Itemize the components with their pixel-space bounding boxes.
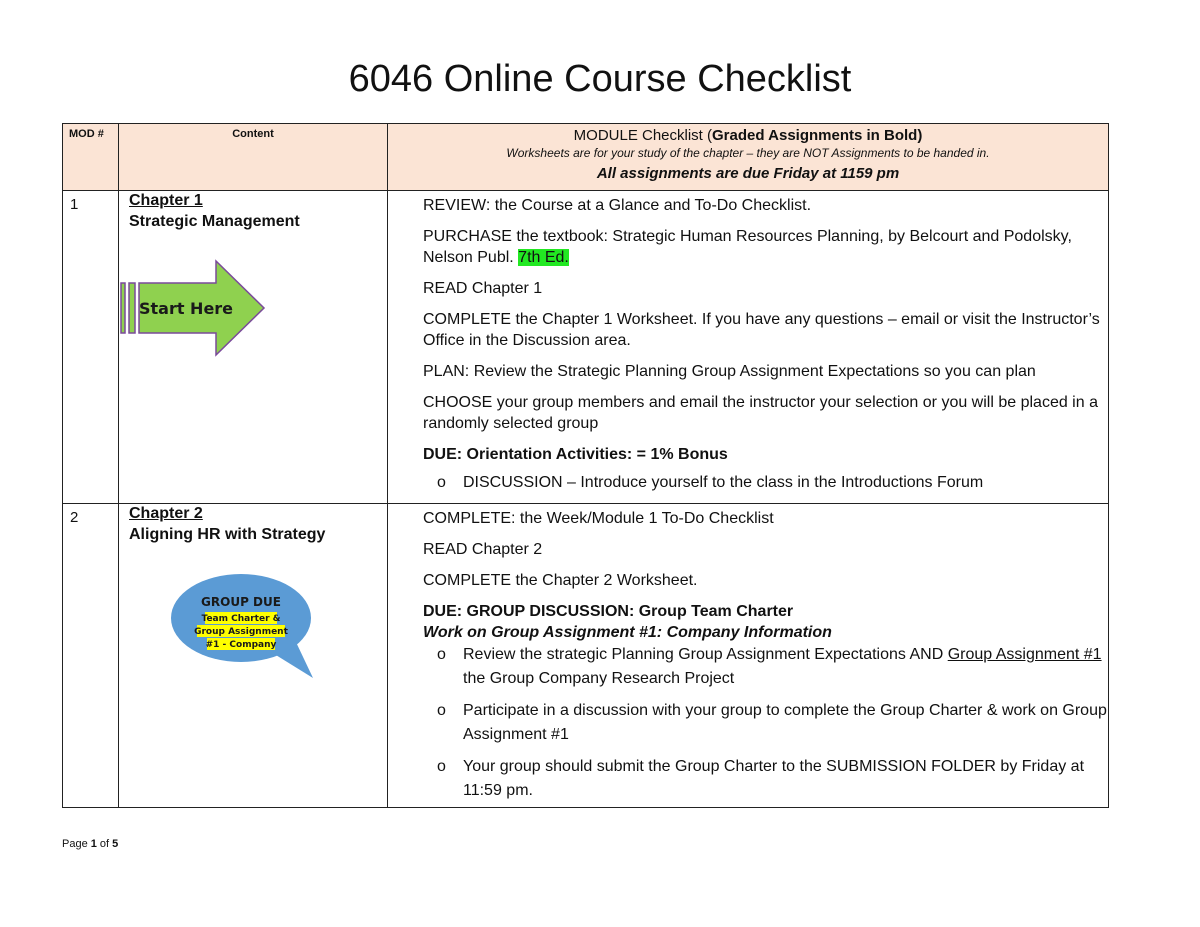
module-number: 2	[70, 509, 79, 526]
module-2-items	[388, 504, 1108, 647]
chapter-link[interactable]: Chapter 2	[129, 505, 203, 522]
header-mod-cell	[63, 124, 119, 191]
list-item: COMPLETE: the Week/Module 1 To-Do Checklist	[394, 508, 1102, 529]
checklist-table	[62, 123, 1109, 808]
mod-column-label: MOD #	[69, 128, 104, 140]
sub-list-item: o Review the strategic Planning Group Assignment Expectations AND Group Assignment #1 the Group Company Research Project	[437, 643, 1108, 691]
checkbox-icon	[394, 444, 423, 465]
worksheets-note: Worksheets are for your study of the chapter – they are NOT Assignments to be handed in.	[506, 146, 990, 160]
checkbox-icon	[394, 539, 423, 560]
module-number: 1	[70, 196, 79, 213]
list-item: DUE: Orientation Activities: = 1% Bonus	[394, 444, 1102, 465]
checkbox-icon	[394, 361, 423, 382]
group-assignment-link[interactable]: Group Assignment #1	[947, 646, 1102, 663]
checkbox-icon	[394, 392, 423, 434]
chapter-title: Aligning HR with Strategy	[129, 526, 326, 543]
start-here-label: Start Here	[138, 299, 234, 318]
chapter-title: Strategic Management	[129, 213, 300, 230]
checkbox-icon	[394, 278, 423, 299]
bullet-icon: o	[437, 474, 446, 491]
due-note: All assignments are due Friday at 1159 pm	[596, 165, 900, 182]
content-column-label: Content	[232, 128, 274, 140]
page-total: 5	[112, 838, 119, 850]
edition-highlight: 7th Ed.	[518, 249, 569, 266]
list-item: READ Chapter 1	[394, 278, 1102, 299]
bubble-title: GROUP DUE	[201, 595, 281, 609]
page-number: 1	[90, 838, 97, 850]
bubble-line: #1 - Company	[205, 640, 277, 650]
checklist-column-title: MODULE Checklist (Graded Assignments in Bold)	[573, 127, 923, 144]
checkbox-icon	[394, 570, 423, 591]
list-item: CHOOSE your group members and email the instructor your selection or you will be placed in a randomly selected group	[394, 392, 1102, 434]
checkbox-icon	[394, 195, 423, 216]
list-item: COMPLETE the Chapter 1 Worksheet. If you have any questions – email or visit the Instructor’s Office in the Discussion area.	[394, 309, 1102, 351]
page-footer: Page 1 of 5	[62, 838, 119, 850]
list-item: COMPLETE the Chapter 2 Worksheet.	[394, 570, 1102, 591]
checkbox-icon	[394, 309, 423, 351]
list-item: REVIEW: the Course at a Glance and To-Do Checklist.	[394, 195, 1102, 216]
work-on-note: Work on Group Assignment #1: Company Information	[423, 624, 832, 641]
checkbox-icon	[394, 508, 423, 529]
bullet-icon: o	[437, 646, 446, 663]
checkbox-icon	[394, 601, 423, 643]
list-item: PURCHASE the textbook: Strategic Human Resources Planning, by Belcourt and Podolsky, Nelson Publ. 7th Ed.	[394, 226, 1102, 268]
module-row-2	[63, 504, 1109, 808]
sub-list-item: o Participate in a discussion with your group to complete the Group Charter & work on Group Assignment #1	[437, 699, 1108, 747]
page-title: 6046 Online Course Checklist	[348, 58, 852, 100]
list-item: PLAN: Review the Strategic Planning Group Assignment Expectations so you can plan	[394, 361, 1102, 382]
bullet-icon: o	[437, 758, 446, 775]
bullet-icon: o	[437, 702, 446, 719]
bubble-line: Group Assignment	[194, 627, 288, 637]
start-here-arrow	[116, 259, 276, 359]
module-row-1	[63, 191, 1109, 504]
group-due-bubble	[171, 574, 321, 684]
checkbox-icon	[394, 226, 423, 268]
chapter-link[interactable]: Chapter 1	[129, 192, 203, 209]
list-item: DUE: GROUP DISCUSSION: Group Team Charter Work on Group Assignment #1: Company Information	[394, 601, 1102, 643]
list-item: READ Chapter 2	[394, 539, 1102, 560]
sub-list-item: o DISCUSSION – Introduce yourself to the class in the Introductions Forum	[437, 471, 1108, 495]
module-1-items	[388, 191, 1108, 475]
sub-list-item: o Your group should submit the Group Charter to the SUBMISSION FOLDER by Friday at 11:59 pm.	[437, 755, 1108, 803]
table-header-row	[63, 124, 1109, 191]
header-checklist-cell	[388, 124, 1109, 191]
header-content-cell	[119, 124, 388, 191]
bubble-line: Team Charter &	[201, 614, 281, 624]
